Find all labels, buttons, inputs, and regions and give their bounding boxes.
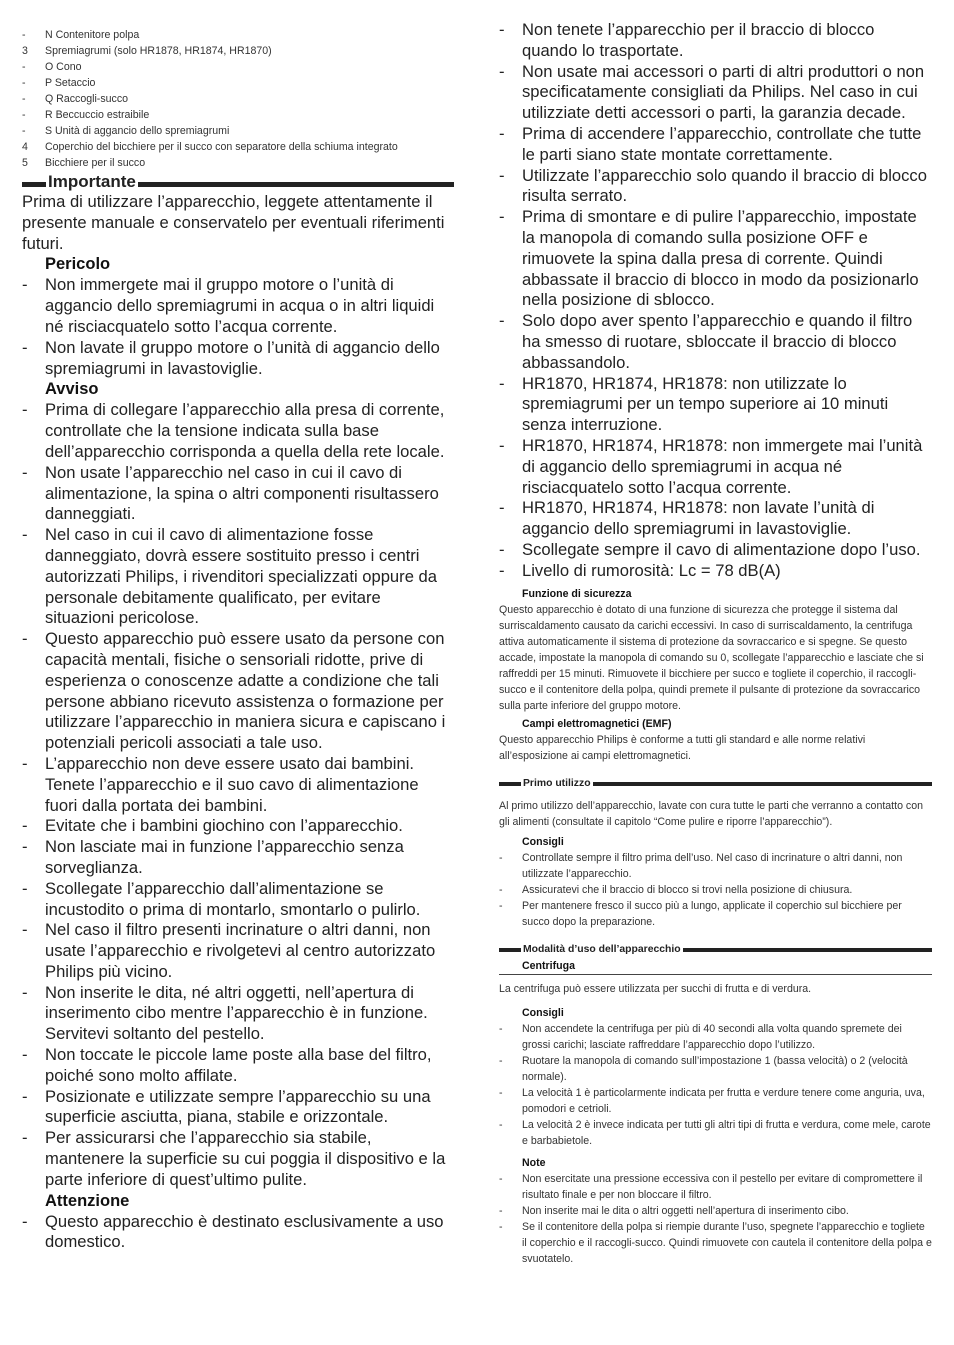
list-item-text: Coperchio del bicchiere per il succo con separatore della schiuma integrato xyxy=(45,141,398,153)
bullet-marker: - xyxy=(22,920,28,940)
note-list xyxy=(499,1171,932,1267)
list-item-text: HR1870, HR1874, HR1878: non lavate l’unità di aggancio dello spremiagrumi in lavastoviglie. xyxy=(522,498,875,539)
emf-title: Campi elettromagnetici (EMF) xyxy=(522,717,672,730)
bullet-marker: - xyxy=(499,560,505,580)
list-item xyxy=(499,1203,932,1219)
list-item-text: Non lavate il gruppo motore o l’unità di aggancio dello spremiagrumi in lavastoviglie. xyxy=(45,337,440,378)
list-item-text: HR1870, HR1874, HR1878: non utilizzate lo spremiagrumi per un tempo superiore ai 10 minuti senza interruzione. xyxy=(522,373,889,435)
list-item-text: Non lasciate mai in funzione l’apparecchio senza sorveglianza. xyxy=(45,837,404,877)
list-item-text: N Contenitore polpa xyxy=(45,29,140,41)
list-item-text: O Cono xyxy=(45,61,82,73)
bullet-marker: - xyxy=(499,165,505,185)
section-modalita-header xyxy=(499,944,932,956)
list-item xyxy=(22,155,454,171)
list-item xyxy=(499,1219,932,1267)
list-item xyxy=(499,1171,932,1203)
pericolo-title: Pericolo xyxy=(45,255,111,274)
bullet-marker: - xyxy=(22,982,28,1002)
centrifuga-title: Centrifuga xyxy=(522,959,575,972)
list-item xyxy=(499,124,932,166)
primo-utilizzo-text: Al primo utilizzo dell’apparecchio, lavate con cura tutte le parti che verranno a contatto con gli alimenti (consultate il capitolo “Come pulire e riporre l’apparecchio”). xyxy=(499,799,923,828)
bullet-marker: - xyxy=(499,899,503,912)
bullet-marker: - xyxy=(22,337,28,357)
bullet-marker: - xyxy=(499,123,505,143)
list-item xyxy=(22,27,454,43)
list-item xyxy=(22,91,454,107)
bullet-marker: - xyxy=(499,1118,503,1131)
list-item xyxy=(22,525,454,629)
list-item-text: Assicuratevi che il braccio di blocco si trovi nella posizione di chiusura. xyxy=(522,883,853,896)
list-item xyxy=(499,1021,932,1053)
primo-consigli-title: Consigli xyxy=(522,835,564,848)
bullet-marker: - xyxy=(499,1204,503,1217)
list-item-text: Nel caso in cui il cavo di alimentazione fosse danneggiato, dovrà essere sostituito presso i centri autorizzati Philips, i rivenditori specializzati oppure da personale debitamente qualificato, per evitare situazioni pericolose. xyxy=(45,525,437,628)
list-item-text: Q Raccogli-succo xyxy=(45,93,129,105)
list-item-text: Bicchiere per il succo xyxy=(45,157,146,169)
bullet-marker: - xyxy=(499,61,505,81)
list-item xyxy=(22,1212,454,1254)
emf-text: Questo apparecchio Philips è conforme a tutti gli standard e alle norme relativi all’esposizione ai campi elettromagnetici. xyxy=(499,733,866,762)
right-column xyxy=(499,20,932,1267)
list-item xyxy=(499,374,932,436)
list-item-text: Non tenete l’apparecchio per il braccio di blocco quando lo trasportate. xyxy=(522,20,875,60)
list-item-text: L’apparecchio non deve essere usato dai bambini. Tenete l’apparecchio e il suo cavo di alimentazione fuori dalla portata dei bambini. xyxy=(45,753,419,815)
list-item-text: Spremiagrumi (solo HR1878, HR1874, HR1870) xyxy=(45,45,272,57)
bullet-marker: - xyxy=(22,77,26,89)
list-item-text: Non immergete mai il gruppo motore o l’unità di aggancio dello spremiagrumi in acqua o in altri liquidi né risciacquatelo sotto l’acqua corrente. xyxy=(45,275,435,336)
list-item-text: R Beccuccio estraibile xyxy=(45,109,150,121)
bullet-marker: - xyxy=(499,851,503,864)
bullet-marker: - xyxy=(22,1086,28,1106)
list-item xyxy=(22,879,454,921)
list-item-text: Evitate che i bambini giochino con l’apparecchio. xyxy=(45,816,403,836)
list-item-text: Scollegate sempre il cavo di alimentazione dopo l’uso. xyxy=(522,539,921,559)
list-item-text: Non accendete la centrifuga per più di 40 secondi alla volta quando spremete dei grossi carichi; lasciate raffreddare l’apparecchio dopo l’utilizzo. xyxy=(522,1022,902,1051)
list-item xyxy=(499,850,932,882)
list-item xyxy=(22,463,454,525)
bullet-marker: - xyxy=(499,1220,503,1233)
list-item-text: Controllate sempre il filtro prima dell’uso. Nel caso di incrinature o altri danni, non utilizzate l’apparecchio. xyxy=(522,851,903,880)
list-item-text: Scollegate l’apparecchio dall’alimentazione se incustodito o prima di montarlo, smontarlo o pulirlo. xyxy=(45,878,421,919)
primo-consigli-list xyxy=(499,850,932,930)
bullet-marker: - xyxy=(22,275,28,295)
bullet-marker: - xyxy=(499,373,505,393)
bullet-marker: - xyxy=(22,1128,28,1148)
bullet-marker: - xyxy=(22,753,28,773)
note-title: Note xyxy=(522,1156,546,1169)
bullet-marker: - xyxy=(22,29,26,41)
list-item-text: P Setaccio xyxy=(45,77,96,89)
bullet-marker: - xyxy=(499,1086,503,1099)
bullet-marker: - xyxy=(22,109,26,121)
bullet-marker: - xyxy=(499,1172,503,1185)
list-item-text: Non esercitate una pressione eccessiva con il pestello per evitare di compromettere il risultato finale e per non bloccare il filtro. xyxy=(522,1172,923,1201)
bullet-marker: - xyxy=(499,498,505,518)
list-item xyxy=(499,498,932,540)
funzione-sicurezza-text: Questo apparecchio è dotato di una funzione di sicurezza che protegge il sistema dal surriscaldamento causato da carichi eccessivi. In caso di surriscaldamento, la centrifuga attiva automaticamente il sistema di protezione da sovraccarico e si spegne. Se questo accade, impostate la manopola di comando su 0, scollegate l’apparecchio e lasciate che si raffreddi per 15 minuti. Rimuovete il bicchiere per succo e togliete il coperchio, il raccogli-succo e il contenitore della polpa, quindi premete il pulsante di protezione da sovraccarico sulla parte inferiore del gruppo motore. xyxy=(499,603,924,712)
list-item-text: La velocità 1 è particolarmente indicata per frutta e verdure tenere come anguria, uva, pomodori e cetrioli. xyxy=(522,1086,925,1115)
bullet-marker: - xyxy=(22,878,28,898)
bullet-marker: - xyxy=(22,525,28,545)
list-item-text: Non inserite mai le dita o altri oggetti nell’apertura di inserimento cibo. xyxy=(522,1204,849,1217)
list-item xyxy=(499,1117,932,1149)
list-item-text: Posizionate e utilizzate sempre l’apparecchio su una superficie asciutta, piana, stabile e orizzontale. xyxy=(45,1086,431,1127)
list-item-text: Solo dopo aver spento l’apparecchio e quando il filtro ha smesso di ruotare, sbloccate il braccio di blocco abbassandolo. xyxy=(522,311,913,372)
bullet-marker: - xyxy=(22,629,28,649)
bullet-marker: - xyxy=(22,816,28,836)
list-item-text: Prima di smontare e di pulire l’apparecchio, impostate la manopola di comando sulla posizione OFF e rimuovete la spina dalla presa di corrente. Quindi abbassate il braccio di blocco in modo da posizionarlo nella posizione di sblocco. xyxy=(522,207,919,310)
section-importante-header xyxy=(22,172,454,192)
list-item xyxy=(499,207,932,311)
list-item xyxy=(499,540,932,561)
list-item-text: Nel caso il filtro presenti incrinature o altri danni, non usate l’apparecchio e rivolgetevi al centro autorizzato Philips più vicino. xyxy=(45,920,436,981)
list-item-text: Livello di rumorosità: Lc = 78 dB(A) xyxy=(522,560,781,580)
pericolo-list xyxy=(22,275,454,379)
list-item-text: Non usate mai accessori o parti di altri produttori o non specificatamente consigliati da Philips. Nel caso in cui utilizziate detti accessori o parti, la garanzia decade. xyxy=(522,61,925,123)
list-item-text: Ruotare la manopola di comando sull’impostazione 1 (bassa velocità) o 2 (velocità normale). xyxy=(522,1054,908,1083)
list-item xyxy=(499,166,932,208)
list-item xyxy=(499,882,932,898)
list-item-text: Prima di collegare l’apparecchio alla presa di corrente, controllate che la tensione indicata sulla base dell’apparecchio corrisponda a quella della rete locale. xyxy=(45,400,445,461)
centrifuga-text: La centrifuga può essere utilizzata per succhi di frutta e di verdura. xyxy=(499,982,812,995)
bullet-marker: - xyxy=(22,837,28,857)
bullet-marker: 4 xyxy=(22,141,28,153)
list-item xyxy=(22,1045,454,1087)
bullet-marker: - xyxy=(22,93,26,105)
bullet-marker: - xyxy=(22,400,28,420)
list-item-text: Per assicurarsi che l’apparecchio sia stabile, mantenere la superficie su cui poggia il dispositivo e la parte inferiore di quest’ultimo pulite. xyxy=(45,1128,446,1189)
list-item-text: Non toccate le piccole lame poste alla base del filtro, poiché sono molto affilate. xyxy=(45,1045,432,1085)
bullet-marker: - xyxy=(499,539,505,559)
list-item-text: Questo apparecchio può essere usato da persone con capacità mentali, fisiche o sensoriali ridotte, prive di esperienza o conoscenze adatte a condizione che tali persone abbiano ricevuto assistenza o formazione per utilizzare l’apparecchio in maniera sicura e capiscano i potenziali pericoli associati a tale uso. xyxy=(45,629,446,753)
list-item xyxy=(22,983,454,1045)
left-column xyxy=(22,27,454,1253)
list-item-text: Non usate l’apparecchio nel caso in cui il cavo di alimentazione, la spina o altri componenti risultassero danneggiati. xyxy=(45,462,439,524)
bullet-marker: 5 xyxy=(22,157,28,169)
list-item xyxy=(22,338,454,380)
bullet-marker: - xyxy=(22,61,26,73)
list-item xyxy=(22,816,454,837)
list-item xyxy=(22,75,454,91)
attenzione-list-continued xyxy=(499,20,932,582)
list-item xyxy=(22,275,454,337)
section-title: Modalità d’uso dell’apparecchio xyxy=(523,943,681,955)
list-item-text: Non inserite le dita, né altri oggetti, nell’apertura di inserimento cibo mentre l’apparecchio è in funzione. Servitevi soltanto del pestello. xyxy=(45,982,428,1044)
list-item xyxy=(22,837,454,879)
funzione-sicurezza-title: Funzione di sicurezza xyxy=(522,587,632,600)
list-item xyxy=(22,139,454,155)
list-item-text: Prima di accendere l’apparecchio, controllate che tutte le parti siano state montate correttamente. xyxy=(522,123,922,164)
list-item xyxy=(22,400,454,462)
bullet-marker: - xyxy=(22,1211,28,1231)
avviso-list xyxy=(22,400,454,1190)
component-list xyxy=(22,27,454,171)
avviso-title: Avviso xyxy=(45,380,99,399)
list-item xyxy=(22,1128,454,1190)
list-item xyxy=(499,436,932,498)
list-item xyxy=(22,629,454,754)
bullet-marker: - xyxy=(499,311,505,331)
list-item-text: HR1870, HR1874, HR1878: non immergete mai l’unità di aggancio dello spremiagrumi in acqua né risciacquatelo sotto l’acqua corrente. xyxy=(522,435,923,497)
list-item xyxy=(499,311,932,373)
bullet-marker: - xyxy=(22,462,28,482)
list-item-text: Per mantenere fresco il succo più a lungo, applicate il coperchio sul bicchiere per succo dopo la preparazione. xyxy=(522,899,902,928)
list-item xyxy=(499,1085,932,1117)
list-item xyxy=(22,920,454,982)
list-item xyxy=(499,1053,932,1085)
list-item xyxy=(499,62,932,124)
attenzione-title: Attenzione xyxy=(45,1191,130,1210)
list-item-text: Questo apparecchio è destinato esclusivamente a uso domestico. xyxy=(45,1211,444,1252)
bullet-marker: - xyxy=(499,883,503,896)
bullet-marker: - xyxy=(499,20,505,39)
list-item xyxy=(22,107,454,123)
modalita-consigli-list xyxy=(499,1021,932,1149)
list-item xyxy=(499,898,932,930)
bullet-marker: - xyxy=(499,435,505,455)
modalita-consigli-title: Consigli xyxy=(522,1006,564,1019)
bullet-marker: - xyxy=(499,1054,503,1067)
bullet-marker: 3 xyxy=(22,45,28,57)
list-item-text: Se il contenitore della polpa si riempie durante l’uso, spegnete l’apparecchio e togliete il coperchio e il raccogli-succo. Quindi rimuovete con cautela il contenitore della polpa e svuotatelo. xyxy=(522,1220,932,1265)
bullet-marker: - xyxy=(22,1045,28,1065)
bullet-marker: - xyxy=(499,1022,503,1035)
bullet-marker: - xyxy=(499,207,505,227)
list-item xyxy=(499,561,932,582)
list-item xyxy=(22,123,454,139)
list-item-text: Utilizzate l’apparecchio solo quando il braccio di blocco risulta serrato. xyxy=(522,165,927,206)
list-item-text: S Unità di aggancio dello spremiagrumi xyxy=(45,125,230,137)
list-item xyxy=(22,59,454,75)
list-item xyxy=(22,754,454,816)
section-title: Primo utilizzo xyxy=(523,777,591,789)
list-item xyxy=(22,43,454,59)
importante-intro: Prima di utilizzare l’apparecchio, leggete attentamente il presente manuale e conservatelo per eventuali riferimenti futuri. xyxy=(22,192,445,253)
list-item-text: La velocità 2 è invece indicata per tutti gli altri tipi di frutta e verdura, come mele, carote e barbabietole. xyxy=(522,1118,931,1147)
section-title: Importante xyxy=(48,172,136,191)
list-item xyxy=(22,1087,454,1129)
attenzione-list xyxy=(22,1212,454,1254)
section-primo-utilizzo-header xyxy=(499,778,932,790)
bullet-marker: - xyxy=(22,125,26,137)
list-item xyxy=(499,20,932,62)
